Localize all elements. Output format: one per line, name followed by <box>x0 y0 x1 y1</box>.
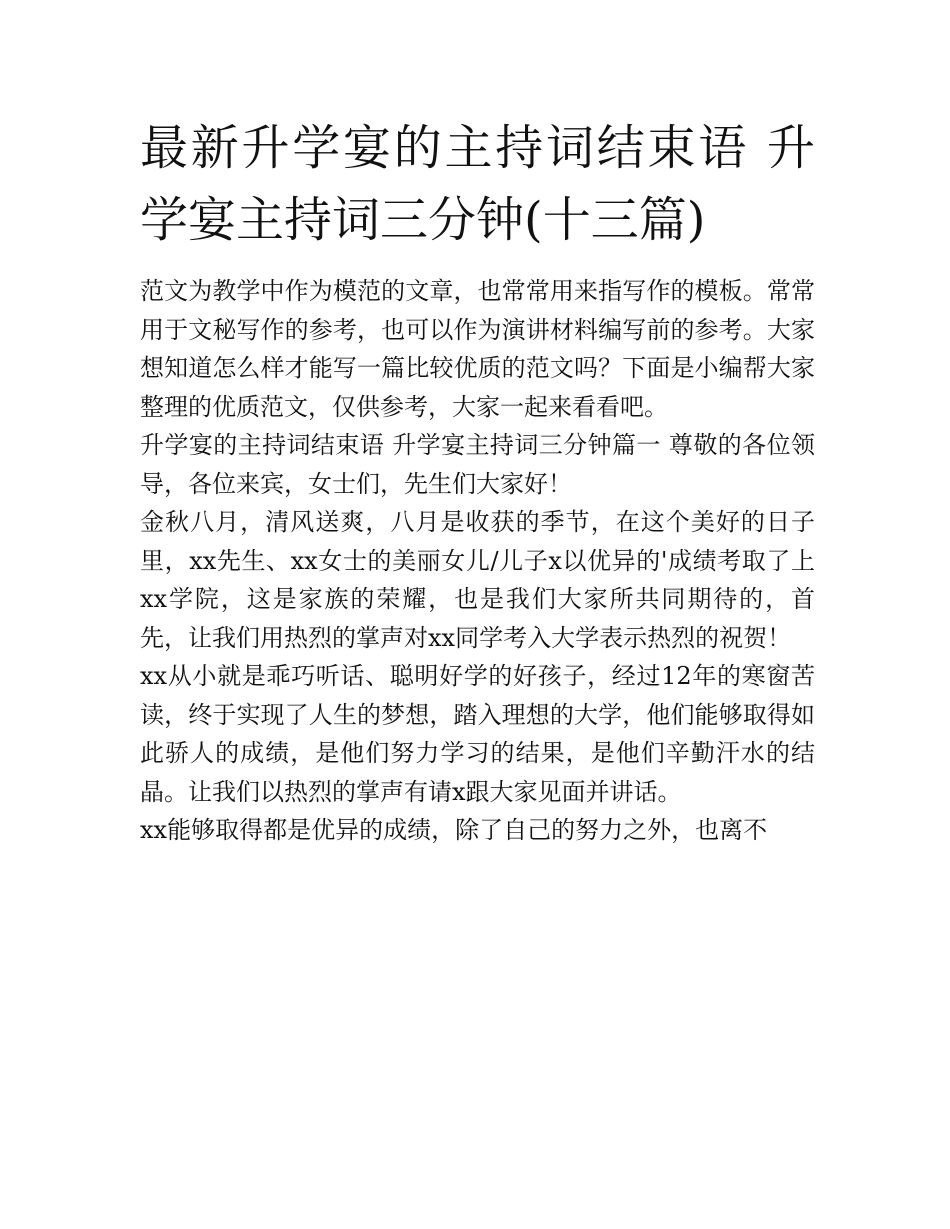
document-page <box>140 112 815 850</box>
paragraph-intro: 范文为教学中作为模范的文章，也常常用来指写作的模板。常常用于文秘写作的参考，也可以作为演讲材料编写前的参考。大家想知道怎么样才能写一篇比较优质的范文吗？下面是小编帮大家整理的优质范文，仅供参考，大家一起来看看吧。 <box>140 277 815 421</box>
document-title: 最新升学宴的主持词结束语 升学宴主持词三分钟(十三篇) <box>140 120 815 248</box>
paragraph-student: xx从小就是乖巧听话、聪明好学的好孩子，经过12年的寒窗苦读，终于实现了人生的梦想，踏入理想的大学，他们能够取得如此骄人的成绩，是他们努力学习的结果，是他们辛勤汗水的结晶。让我们以热烈的掌声有请x跟大家见面并讲话。 <box>140 662 815 806</box>
paragraph-achievement: xx能够取得都是优异的成绩，除了自己的努力之外，也离不 <box>140 816 768 844</box>
paragraph-greeting: 升学宴的主持词结束语 升学宴主持词三分钟篇一 尊敬的各位领导，各位来宾，女士们，先生们大家好！ <box>140 431 815 498</box>
paragraph-autumn: 金秋八月，清风送爽，八月是收获的季节，在这个美好的日子里，xx先生、xx女士的美丽女儿/儿子x以优异的'成绩考取了上xx学院，这是家族的荣耀，也是我们大家所共同期待的，首先，让我们用热烈的掌声对xx同学考入大学表示热烈的祝贺！ <box>140 508 815 652</box>
